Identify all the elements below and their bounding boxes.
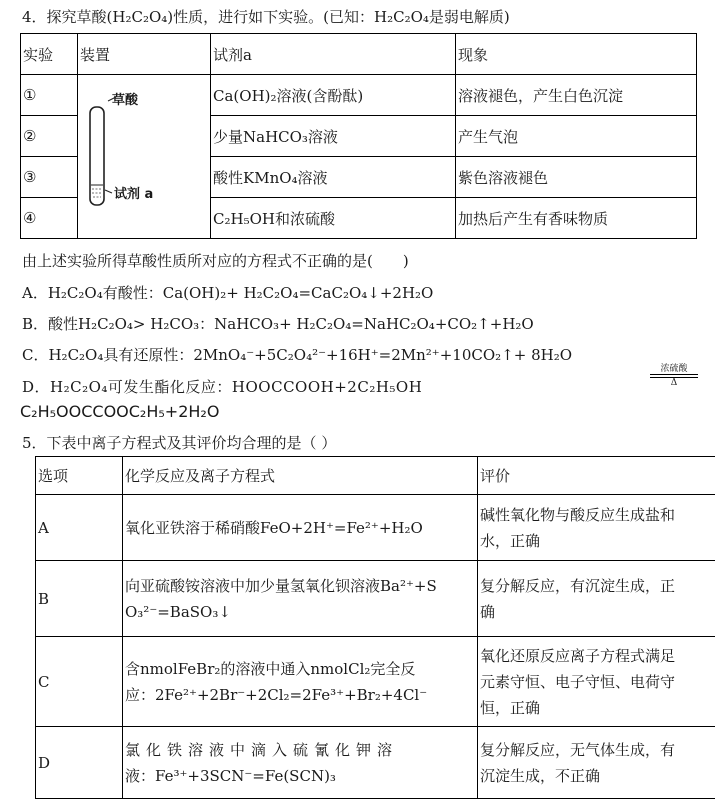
reagent-cell: 少量NaHCO₃溶液: [211, 116, 456, 157]
q4-option-d: D．H₂C₂O₄可发生酯化反应：HOOCCOOH+2C₂H₅OH: [22, 378, 423, 396]
table-header-row: [21, 34, 697, 75]
arrow-bottom-label: Δ: [670, 378, 678, 388]
evaluation-line: 碱性氧化物与酸反应生成盐和: [480, 505, 676, 524]
reagent-cell: Ca(OH)₂溶液(含酚酞): [211, 75, 456, 116]
q5-table: [35, 456, 715, 799]
header-cell: 评价: [478, 457, 715, 495]
option-letter: D: [36, 727, 123, 799]
header-cell: 装置: [78, 34, 211, 75]
evaluation-cell: [478, 637, 715, 727]
option-letter: B: [36, 561, 123, 637]
reagent-cell: 酸性KMnO₄溶液: [211, 157, 456, 198]
evaluation-cell: [478, 561, 715, 637]
option-letter: C: [36, 637, 123, 727]
q4-option-b: B．酸性H₂C₂O₄> H₂CO₃：NaHCO₃+ H₂C₂O₄=NaHC₂O₄+CO₂↑+H₂O: [22, 315, 534, 333]
table-row: [36, 561, 715, 637]
row-number: ③: [21, 157, 78, 198]
apparatus-top-label: 草酸: [112, 93, 139, 108]
equation-cell: [123, 495, 478, 561]
test-tube-diagram: [78, 77, 204, 237]
phenomenon-cell: 产生气泡: [456, 116, 697, 157]
table-row: [36, 495, 715, 561]
row-number: ②: [21, 116, 78, 157]
q5-title: 5．下表中离子方程式及其评价均合理的是（ ）: [22, 434, 337, 452]
evaluation-cell: [478, 495, 715, 561]
header-cell: 选项: [36, 457, 123, 495]
evaluation-line: 复分解反应，有沉淀生成，正: [480, 576, 676, 595]
apparatus-cell: [78, 75, 211, 239]
table-row: [36, 637, 715, 727]
header-cell: 试剂a: [211, 34, 456, 75]
evaluation-line: 确: [480, 602, 496, 621]
reaction-arrow: [650, 364, 698, 388]
header-cell: 现象: [456, 34, 697, 75]
equation-line: 向亚硫酸铵溶液中加少量氢氧化钡溶液Ba²⁺+S: [125, 576, 437, 595]
phenomenon-cell: 溶液褪色，产生白色沉淀: [456, 75, 697, 116]
table-row: [36, 727, 715, 799]
q4-title: 4．探究草酸(H₂C₂O₄)性质，进行如下实验。(已知：H₂C₂O₄是弱电解质): [22, 8, 510, 26]
arrow-top-label: 浓硫酸: [660, 364, 688, 374]
phenomenon-cell: 加热后产生有香味物质: [456, 198, 697, 239]
equation-cell: [123, 561, 478, 637]
equation-line: 含nmolFeBr₂的溶液中通入nmolCl₂完全反: [125, 659, 416, 678]
q4-question: 由上述实验所得草酸性质所对应的方程式不正确的是( ): [22, 252, 409, 270]
option-letter: A: [36, 495, 123, 561]
evaluation-cell: [478, 727, 715, 799]
equation-line: 液：Fe³⁺+3SCN⁻=Fe(SCN)₃: [125, 766, 336, 785]
table-row: [21, 75, 697, 116]
row-number: ④: [21, 198, 78, 239]
equation-cell: [123, 637, 478, 727]
header-cell: 化学反应及离子方程式: [123, 457, 478, 495]
evaluation-line: 沉淀生成，不正确: [480, 766, 601, 785]
apparatus-bottom-label: 试剂 a: [114, 187, 154, 202]
equation-line: 应：2Fe²⁺+2Br⁻+2Cl₂=2Fe³⁺+Br₂+4Cl⁻: [125, 685, 428, 704]
row-number: ①: [21, 75, 78, 116]
header-cell: 实验: [21, 34, 78, 75]
q4-table: [20, 33, 697, 239]
equation-line: 氯化铁溶液中滴入硫氰化钾溶: [125, 740, 399, 759]
reagent-cell: C₂H₅OH和浓硫酸: [211, 198, 456, 239]
q4-option-c: C．H₂C₂O₄具有还原性：2MnO₄⁻+5C₂O₄²⁻+16H⁺=2Mn²⁺+10CO₂↑+ 8H₂O: [22, 346, 573, 364]
table-header-row: [36, 457, 715, 495]
equation-line: O₃²⁻=BaSO₃↓: [125, 602, 231, 621]
q4-option-a: A．H₂C₂O₄有酸性：Ca(OH)₂+ H₂C₂O₄=CaC₂O₄↓+2H₂O: [22, 284, 434, 302]
equation-line: 氧化亚铁溶于稀硝酸FeO+2H⁺=Fe²⁺+H₂O: [125, 518, 423, 537]
evaluation-line: 元素守恒、电子守恒、电荷守: [480, 672, 676, 691]
evaluation-line: 氧化还原反应离子方程式满足: [480, 646, 676, 665]
phenomenon-cell: 紫色溶液褪色: [456, 157, 697, 198]
evaluation-line: 复分解反应，无气体生成，有: [480, 740, 676, 759]
equation-cell: [123, 727, 478, 799]
evaluation-line: 恒，正确: [480, 698, 541, 717]
q4-option-d-cont: C₂H₅OOCCOOC₂H₅+2H₂O: [20, 402, 220, 421]
evaluation-line: 水，正确: [480, 531, 541, 550]
